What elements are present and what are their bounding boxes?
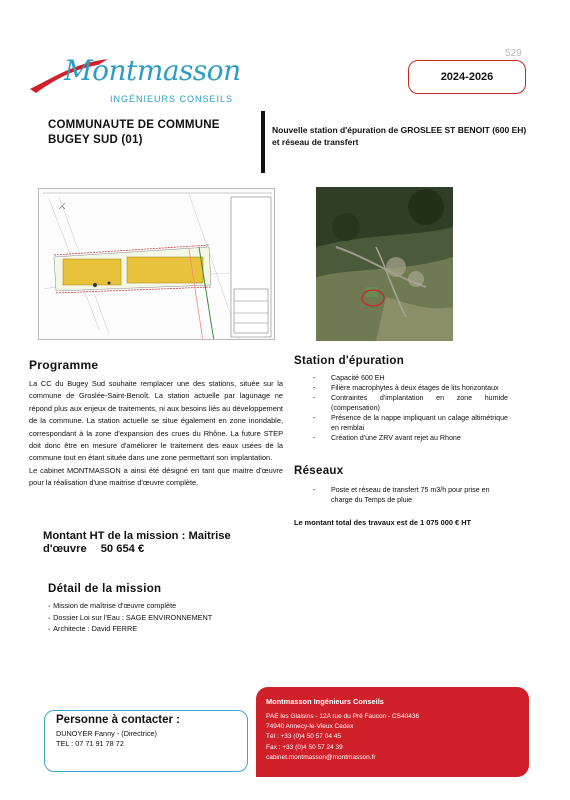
list-item: ▪ Architecte : David FERRE bbox=[48, 624, 212, 636]
works-total-label: Le montant total des travaux est de bbox=[294, 518, 419, 527]
contact-title: Personne à contacter : bbox=[56, 714, 180, 726]
detail-title: Détail de la mission bbox=[48, 583, 162, 595]
list-item: - Présence de la nappe impliquant un calage altimétrique en remblai bbox=[313, 413, 508, 433]
programme-text bbox=[29, 378, 283, 490]
mission-amount-label: Montant HT de la mission : Maitrise d'œuvre bbox=[43, 530, 231, 555]
list-item: - Capacité 600 EH bbox=[313, 373, 508, 383]
aerial-photo bbox=[316, 187, 453, 341]
station-title: Station d'épuration bbox=[294, 355, 405, 367]
client-name: COMMUNAUTE DE COMMUNE BUGEY SUD (01) bbox=[48, 119, 220, 146]
period-badge: 2024-2026 bbox=[408, 60, 526, 94]
logo-wordmark: Montmasson bbox=[64, 54, 241, 87]
list-item: - Création d'une ZRV avant rejet au Rhone bbox=[313, 433, 508, 443]
station-list bbox=[313, 373, 508, 443]
list-item: - Poste et réseau de transfert 75 m3/h pour prise en charge du Temps de pluie bbox=[313, 485, 508, 505]
reseaux-title: Réseaux bbox=[294, 465, 344, 477]
address-line: PAE les Glaisins - 12A rue du Pré Faucon - CS40436 bbox=[266, 713, 420, 720]
address-line: 74940 Annecy-le-Vieux Cedex bbox=[266, 723, 354, 731]
page-number: 529 bbox=[505, 48, 522, 59]
header-divider bbox=[261, 111, 265, 173]
company-address bbox=[266, 712, 521, 763]
programme-paragraph: La CC du Bugey Sud souhaite remplacer une des stations, située sur la commune de Groslée-Saint-Benoît. La station actuelle par lagunage ne répond plus aux enjeux de traitements, ni aux besoins liés au développement de la commune. La station actuelle se situe également en zone inondable, correspondant à la zone d'expansion des crues du Rhône. La future STEP doit donc être en mesure d'améliorer le traitement des eaux usées de la commune tout en étant située dans une zone permettant son implantation. bbox=[29, 379, 283, 463]
works-total bbox=[294, 518, 471, 527]
company-name: Montmasson Ingénieurs Conseils bbox=[266, 697, 384, 706]
list-item: ▪ Dossier Loi sur l'Eau : SAGE ENVIRONNEMENT bbox=[48, 613, 212, 625]
logo-subtitle: INGÉNIEURS CONSEILS bbox=[110, 94, 234, 104]
contact-name: DUNOYER Fanny - (Directrice) bbox=[56, 729, 157, 738]
detail-list bbox=[48, 601, 212, 636]
list-item: ▪ Mission de maîtrise d'œuvre complète bbox=[48, 601, 212, 613]
reseaux-list bbox=[313, 485, 508, 505]
programme-paragraph: Le cabinet MONTMASSON a ainsi été désigné en tant que maitre d'œuvre pour la réalisation d'une maitrise d'œuvre complète. bbox=[29, 465, 283, 488]
works-total-value: 1 075 000 € HT bbox=[420, 518, 472, 527]
email-link[interactable]: cabinet.montmasson@montmasson.fr bbox=[266, 753, 376, 761]
contact-phone[interactable]: TEL : 07 71 91 78 72 bbox=[56, 739, 124, 748]
fax-line: Fax : +33 (0)4 50 57 24 39 bbox=[266, 743, 343, 751]
contact-details bbox=[56, 729, 157, 749]
programme-title: Programme bbox=[29, 358, 99, 372]
list-item: - Contraintes d'implantation en zone humide (compensation) bbox=[313, 393, 508, 413]
mission-amount-value: 50 654 € bbox=[100, 543, 145, 555]
site-plan-drawing bbox=[38, 188, 275, 340]
mission-amount bbox=[43, 530, 273, 556]
phone-line[interactable]: Tél : +33 (0)4 50 57 04 45 bbox=[266, 733, 341, 741]
list-item: - Filière macrophytes à deux étages de lits horizontaux bbox=[313, 383, 508, 393]
project-title: Nouvelle station d'épuration de GROSLEE ST BENOIT (600 EH) et réseau de transfert bbox=[272, 125, 527, 147]
